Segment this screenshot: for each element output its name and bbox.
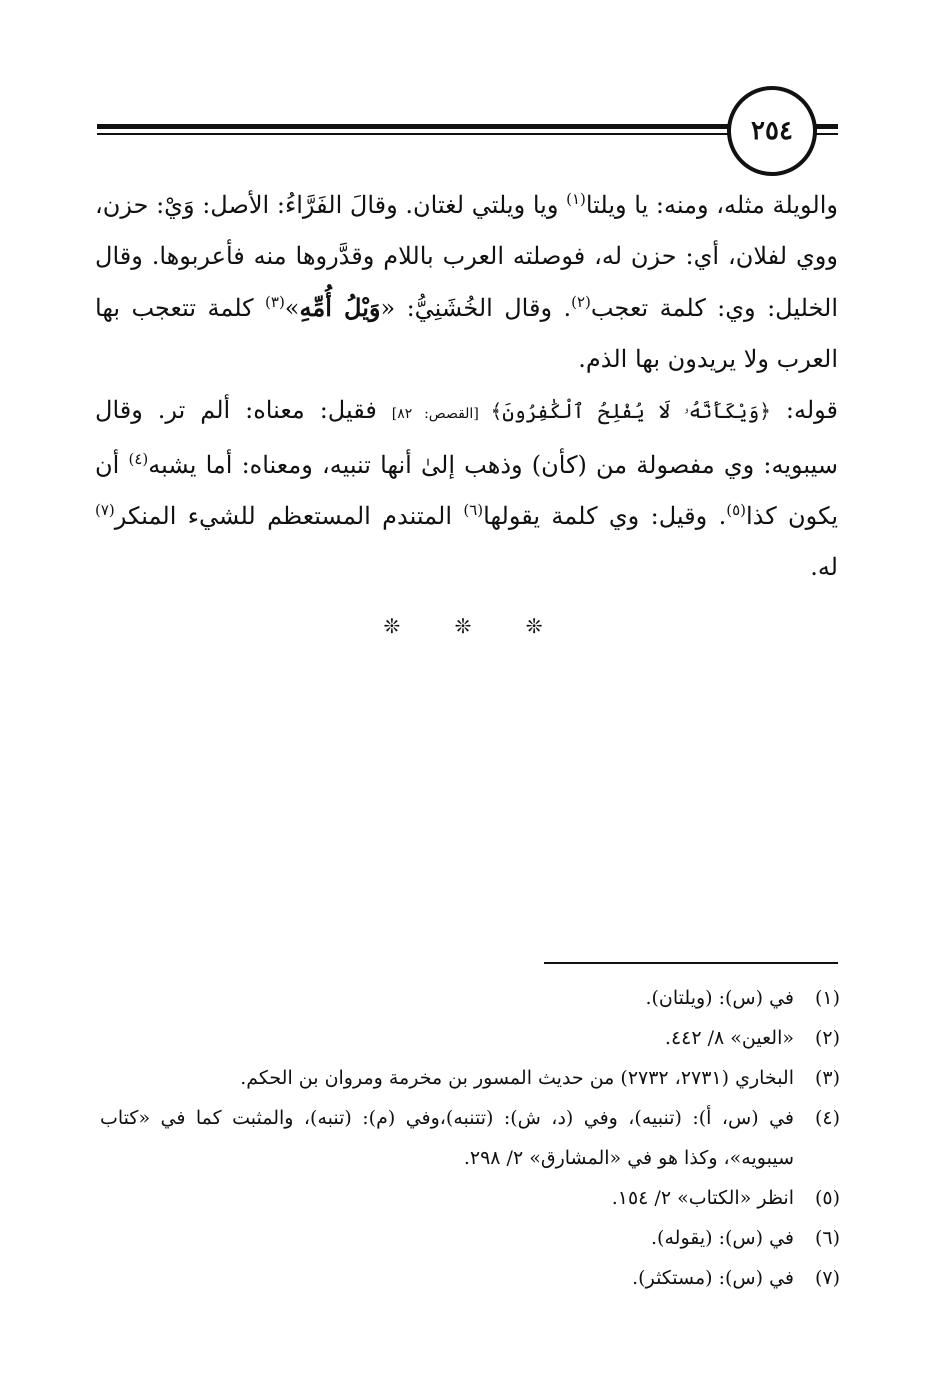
footnote-item <box>100 978 840 1018</box>
header-rule-thin <box>97 133 737 135</box>
text-run: ويا ويلتي لغتان. وقالَ الفَرَّاءُ: الأصل: وَيْ: حزن، ووي لفلان، أي: حزن له، فوصلته العرب باللام وقدَّروها منه فأعربوها. وقال الخليل: وي: كلمة تعجب <box>95 191 838 322</box>
text-run: كلمة تتعجب بها العرب ولا يريدون بها الذم. <box>95 294 838 373</box>
footnote-item <box>100 1058 840 1098</box>
footnote-label: (٧) <box>814 1267 840 1289</box>
footnote-ref[interactable]: (٤) <box>128 450 149 468</box>
footnote-ref[interactable]: (٧) <box>95 501 115 519</box>
footnote-item <box>100 1258 840 1298</box>
text-run: قوله: <box>770 396 839 424</box>
section-separator: ❊ ❊ ❊ <box>383 614 567 638</box>
footnote-text: في (س): (يقوله). <box>651 1227 794 1249</box>
header-rule-right <box>816 124 838 129</box>
text-run: والويلة مثله، ومنه: يا ويلتا <box>585 191 838 219</box>
page-number: ٢٥٤ <box>727 86 817 176</box>
text-run: فقيل: معناه: ألم تر. وقال سيبويه: وي مفصولة من (كأن) وذهب إلىٰ أنها تنبيه، ومعناه: أما يشبه <box>95 396 838 479</box>
footnote-text: البخاري (٢٧٣١، ٢٧٣٢) من حديث المسور بن مخرمة ومروان بن الحكم. <box>240 1067 794 1089</box>
page-header <box>0 0 950 190</box>
text-run: . وقيل: وي كلمة يقولها <box>483 502 727 530</box>
footnote-text: في (س): (ويلتان). <box>645 987 794 1009</box>
verse-reference: [القصص: ٨٢] <box>391 406 491 422</box>
text-run: . وقال الخُشَنِيُّ: « <box>380 294 572 322</box>
footnote-label: (٤) <box>814 1107 840 1129</box>
footnote-text: انظر «الكتاب» ٢/ ١٥٤. <box>611 1187 794 1209</box>
footnote-text: «العين» ٨/ ٤٤٢. <box>664 1027 794 1049</box>
text-run: » <box>284 294 300 322</box>
footnote-ref[interactable]: (٥) <box>726 501 746 519</box>
main-text <box>95 180 838 593</box>
footnote-ref[interactable]: (١) <box>566 190 586 208</box>
header-rule-right-thin <box>816 133 838 135</box>
footnote-label: (١) <box>814 987 840 1009</box>
text-run: له. <box>810 553 838 581</box>
footnote-ref[interactable]: (٦) <box>463 501 484 519</box>
footnote-item <box>100 1218 840 1258</box>
footnote-text: في (س، أ): (تنبيه)، وفي (د، ش): (تتنبه)،وفي (م): (تنبه)، والمثبت كما في «كتاب سيبويه»، وكذا هو في «المشارق» ٢/ ٢٩٨. <box>100 1107 794 1169</box>
text-run: أن يكون كذا <box>95 451 839 530</box>
text-run: المتندم المستعظم للشيء المنكر <box>114 502 464 530</box>
footnote-item <box>100 1098 840 1178</box>
footnote-divider <box>544 962 838 964</box>
footnote-item <box>100 1018 840 1058</box>
footnote-label: (٢) <box>814 1027 840 1049</box>
paragraph <box>95 180 838 385</box>
hadith-phrase: وَيْلُ أُمِّهِ <box>299 293 381 322</box>
footnote-label: (٣) <box>814 1067 840 1089</box>
footnote-ref[interactable]: (٢) <box>571 293 591 311</box>
footnote-ref[interactable]: (٣) <box>265 293 285 311</box>
footnote-text: في (س): (مستكثر). <box>632 1267 794 1289</box>
footnote-label: (٦) <box>814 1227 840 1249</box>
paragraph <box>95 385 838 593</box>
footnotes <box>100 978 840 1298</box>
quran-verse: ﴿وَيْكَأَنَّهُۥ لَا يُفْلِحُ ٱلْكَٰفِرُونَ﴾ <box>490 399 771 423</box>
footnote-label: (٥) <box>814 1187 840 1209</box>
footnote-item <box>100 1178 840 1218</box>
header-rule <box>97 124 737 129</box>
